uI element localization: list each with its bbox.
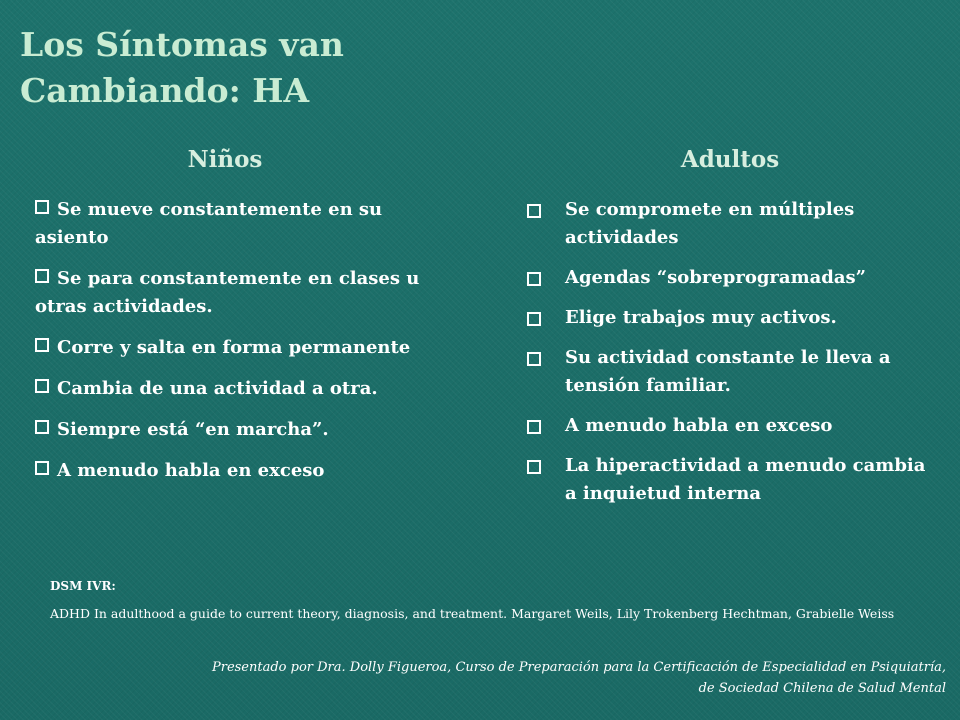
list-item-text: La hiperactividad a menudo cambia a inquietud interna [565, 455, 926, 504]
checkbox-bullet-icon [35, 200, 49, 214]
slide-title-line-2: Cambiando: HA [20, 71, 310, 110]
list-item [35, 334, 455, 362]
checkbox-bullet-icon [35, 420, 49, 434]
checkbox-bullet-icon [527, 204, 541, 218]
list-item [35, 265, 455, 321]
list-item-text: Se mueve constantemente en su asiento [35, 199, 383, 248]
list-item [35, 375, 455, 403]
list-item [525, 344, 935, 400]
list-item-text: Se para constantemente en clases u otras actividades. [35, 268, 420, 317]
children-symptom-list [35, 196, 455, 485]
adults-heading: Adultos [680, 146, 780, 173]
list-item-text: Elige trabajos muy activos. [565, 307, 837, 328]
list-item-text: Agendas “sobreprogramadas” [565, 267, 867, 288]
list-item [525, 412, 935, 440]
list-item-text: A menudo habla en exceso [565, 415, 833, 436]
adults-column [525, 140, 935, 520]
reference-citation: ADHD In adulthood a guide to current theory, diagnosis, and treatment. Margaret Weils, Lily Trokenberg Hechtman, Grabielle Weiss [50, 606, 895, 621]
list-item-text: Siempre está “en marcha”. [57, 419, 329, 440]
checkbox-bullet-icon [527, 352, 541, 366]
list-item-text: Su actividad constante le lleva a tensión familiar. [565, 347, 891, 396]
footer-line-1: Presentado por Dra. Dolly Figueroa, Curso de Preparación para la Certificación de Especialidad en Psiquiatría, [211, 660, 946, 675]
list-item [35, 196, 455, 252]
adults-symptom-list [525, 196, 935, 508]
children-column [35, 140, 455, 498]
checkbox-bullet-icon [527, 312, 541, 326]
list-item-text: A menudo habla en exceso [57, 460, 325, 481]
slide-title-line-1: Los Síntomas van [20, 25, 344, 64]
list-item [35, 457, 455, 485]
list-item [525, 196, 935, 252]
checkbox-bullet-icon [527, 272, 541, 286]
checkbox-bullet-icon [35, 461, 49, 475]
checkbox-bullet-icon [35, 379, 49, 393]
checkbox-bullet-icon [35, 338, 49, 352]
checkbox-bullet-icon [527, 460, 541, 474]
slide-title [20, 22, 344, 114]
list-item [525, 452, 935, 508]
reference-label: DSM IVR: [50, 579, 116, 593]
checkbox-bullet-icon [527, 420, 541, 434]
checkbox-bullet-icon [35, 269, 49, 283]
children-heading: Niños [187, 146, 263, 173]
list-item [35, 416, 455, 444]
list-item-text: Corre y salta en forma permanente [57, 337, 411, 358]
list-item-text: Se compromete en múltiples actividades [565, 199, 855, 248]
references [50, 576, 950, 624]
list-item-text: Cambia de una actividad a otra. [57, 378, 378, 399]
list-item [525, 264, 935, 292]
footer-line-2: de Sociedad Chilena de Salud Mental [698, 681, 946, 696]
list-item [525, 304, 935, 332]
presenter-footer [126, 657, 946, 699]
